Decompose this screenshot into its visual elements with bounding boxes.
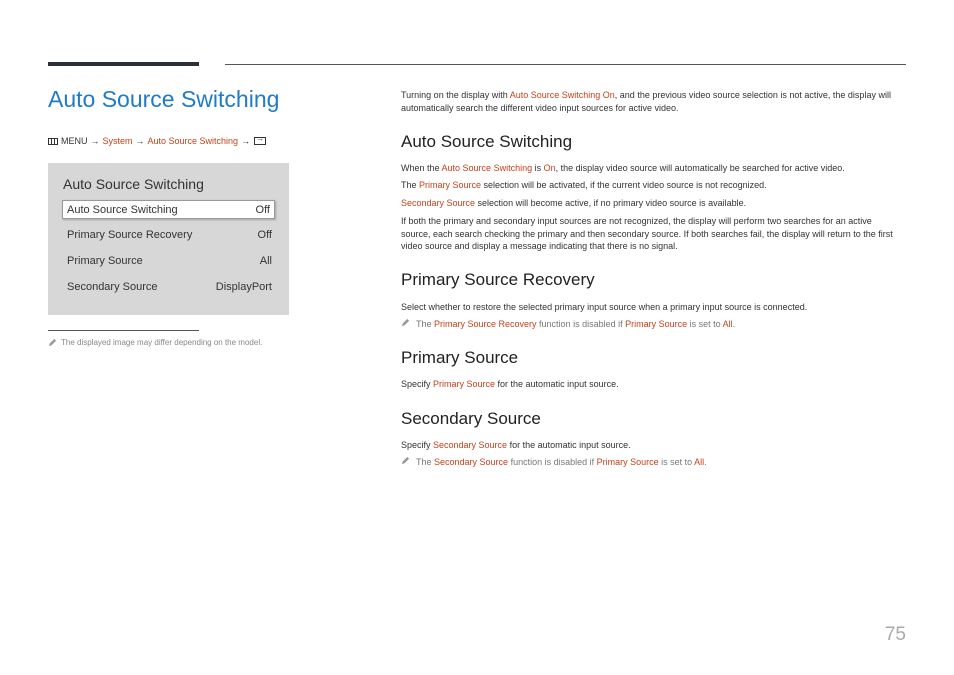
page-title: Auto Source Switching [48, 86, 280, 112]
osd-row-value: DisplayPort [215, 280, 272, 293]
auto-paragraph-1 [401, 162, 845, 175]
recovery-note [401, 318, 735, 330]
osd-menu-title: Auto Source Switching [63, 176, 204, 192]
text: selection will be activated, if the current video source is not recognized. [481, 180, 767, 190]
primary-paragraph [401, 378, 619, 391]
highlight-term: Primary Source [419, 180, 482, 190]
highlight-term: On [543, 163, 556, 173]
recovery-paragraph: Select whether to restore the selected primary input source when a primary input source is connected. [401, 302, 808, 312]
osd-row-auto-source-switching[interactable] [62, 200, 275, 219]
highlight-term: Secondary Source [434, 457, 509, 467]
breadcrumb-arrow: → [90, 136, 100, 146]
footnote-rule [48, 330, 199, 331]
highlight-term: Primary Source [433, 379, 496, 389]
osd-row-value: All [259, 254, 272, 267]
highlight-term: Primary Source [625, 319, 688, 329]
note-text [416, 456, 707, 468]
osd-row-value: Off [255, 203, 270, 216]
highlight-term: Auto Source Switching On [509, 90, 615, 100]
osd-row-secondary-source[interactable] [63, 277, 276, 296]
text: function is disabled if [536, 319, 626, 329]
breadcrumb-arrow: → [241, 136, 251, 146]
text: is set to [687, 319, 723, 329]
auto-paragraph-4: If both the primary and secondary input sources are not recognized, the display will perform two searches for an active source, each search checking the primary and then secondary source. If both searches fail, the display will return to the first video source and display a message indicating that there is no signal. [401, 216, 893, 251]
breadcrumb [48, 136, 266, 146]
highlight-term: All [694, 457, 705, 467]
highlight-term: Auto Source Switching [441, 163, 533, 173]
header-rule-thick [48, 62, 199, 66]
pencil-note-icon [48, 338, 57, 347]
source-input-icon [254, 137, 266, 145]
footnote [48, 338, 262, 347]
auto-paragraph-2 [401, 179, 767, 192]
osd-row-label: Primary Source [67, 254, 143, 267]
text: selection will become active, if no primary video source is available. [475, 198, 747, 208]
highlight-term: Primary Source [596, 457, 659, 467]
osd-row-label: Primary Source Recovery [67, 228, 193, 241]
osd-row-primary-source[interactable] [63, 251, 276, 270]
highlight-term: All [722, 319, 733, 329]
text: Specify [401, 440, 434, 450]
text: . [732, 319, 736, 329]
text: Specify [401, 379, 434, 389]
highlight-term: Secondary Source [433, 440, 508, 450]
osd-row-primary-source-recovery[interactable] [63, 225, 276, 244]
auto-paragraph-3 [401, 197, 746, 210]
footnote-text: The displayed image may differ depending on the model. [61, 338, 263, 347]
intro-paragraph [401, 89, 901, 114]
text: Turning on the display with [401, 90, 510, 100]
header-rule-thin [225, 64, 906, 65]
text: is set to [658, 457, 695, 467]
heading-primary-source: Primary Source [401, 348, 519, 367]
secondary-paragraph [401, 439, 631, 452]
menu-icon [48, 138, 58, 145]
highlight-term: Primary Source Recovery [434, 319, 537, 329]
text: , the display video source will automatically be searched for active video. [555, 163, 845, 173]
breadcrumb-arrow: → [135, 136, 145, 146]
breadcrumb-system: System [102, 136, 133, 146]
text: , and the previous video source selection is not active, the display will automatically search the different video input sources for active video. [401, 90, 891, 113]
text: for the automatic input source. [495, 379, 619, 389]
text: The [401, 180, 420, 190]
osd-row-label: Auto Source Switching [67, 203, 178, 216]
page-number: 75 [884, 624, 906, 645]
osd-menu-panel [48, 163, 289, 315]
text: The [416, 319, 435, 329]
text: . [704, 457, 707, 467]
text: is [532, 163, 544, 173]
text: When the [401, 163, 442, 173]
osd-row-value: Off [257, 228, 272, 241]
text: function is disabled if [508, 457, 597, 467]
breadcrumb-item: Auto Source Switching [147, 136, 239, 146]
osd-row-label: Secondary Source [67, 280, 158, 293]
heading-secondary-source: Secondary Source [401, 409, 541, 428]
text: for the automatic input source. [507, 440, 631, 450]
breadcrumb-menu: MENU [61, 136, 88, 146]
text: The [416, 457, 435, 467]
heading-auto-source-switching: Auto Source Switching [401, 132, 573, 151]
pencil-note-icon [401, 318, 410, 327]
pencil-note-icon [401, 456, 410, 465]
heading-primary-source-recovery: Primary Source Recovery [401, 270, 595, 289]
highlight-term: Secondary Source [401, 198, 476, 208]
note-text [416, 318, 735, 330]
secondary-note [401, 456, 707, 468]
